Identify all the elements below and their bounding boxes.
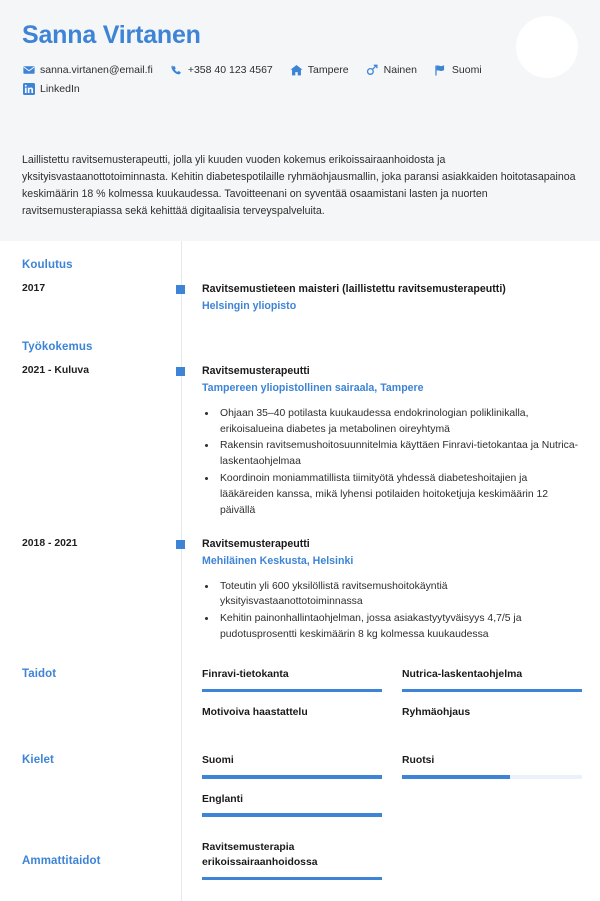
skills-grid — [202, 668, 582, 745]
skill-level-bar-empty — [202, 727, 382, 731]
section-education — [0, 259, 600, 273]
education-date: 2017 — [22, 283, 46, 295]
language-level-fill — [202, 813, 382, 817]
resume-header — [0, 0, 600, 152]
skill-item — [202, 706, 382, 730]
skill-item — [202, 668, 382, 692]
envelope-icon — [22, 64, 35, 77]
resume-body — [0, 241, 600, 894]
contact-email-label: sanna.virtanen@email.fi — [40, 63, 153, 76]
contact-linkedin-label: LinkedIn — [40, 82, 80, 95]
professional-skill-label: Ravitsemusterapia erikoissairaanhoidossa — [202, 841, 318, 868]
home-icon — [290, 64, 303, 77]
experience-entry — [0, 364, 600, 519]
summary-text: Laillistettu ravitsemusterapeutti, jolla yli kuuden vuoden kokemus erikoissairaanhoidosta ja yksityisvastaanottotoiminnasta. Kehitin diabetespotilaille ryhmäohjausmallin, joka paransi asiakkaiden hoitotasapainoa keskimäärin 18 % kolmessa kuukaudessa. Tavoitteenani on syventää osaamistani lasten ja nuorten ravitsemusterapiassa sekä kehittää digitaalisia terveyspalveluita. — [22, 154, 576, 218]
skill-level-fill — [202, 689, 382, 693]
contact-gender — [366, 64, 417, 77]
contact-phone[interactable] — [170, 64, 273, 77]
avatar — [516, 16, 578, 78]
section-experience — [0, 341, 600, 355]
skill-label: Finravi-tietokanta — [202, 668, 289, 680]
skill-level-bar-empty — [402, 727, 582, 731]
professional-skills-left-col — [0, 841, 160, 869]
candidate-name: Sanna Virtanen — [22, 21, 201, 49]
grid-spacer — [402, 841, 582, 894]
language-item — [202, 754, 382, 778]
list-item: • Toteutin yli 600 yksilöllistä ravitsemushoitokäyntiä yksityisvastaanottotoiminnassa — [217, 579, 582, 611]
languages-section-title: Kielet — [22, 754, 54, 767]
language-level-fill — [202, 775, 382, 779]
experience-title: Ravitsemusterapeutti — [202, 365, 310, 378]
experience-employer: Tampereen yliopistollinen sairaala, Tampere — [202, 381, 424, 394]
skill-label: Ryhmäohjaus — [402, 707, 471, 719]
contact-linkedin[interactable] — [22, 83, 80, 96]
language-label: Englanti — [202, 793, 243, 805]
contact-nationality-label: Suomi — [451, 63, 482, 76]
experience-section-title: Työkokemus — [22, 340, 93, 353]
professional-skill-level-fill — [202, 877, 382, 881]
skill-label: Motivoiva haastattelu — [202, 707, 308, 719]
linkedin-icon — [22, 83, 35, 96]
contact-nationality — [434, 64, 482, 77]
professional-skills-grid — [202, 841, 582, 894]
skill-level-bar — [202, 689, 382, 693]
contact-line-2 — [22, 83, 580, 96]
languages-grid — [202, 754, 582, 831]
skills-section-title: Taidot — [22, 667, 57, 680]
phone-icon — [170, 64, 183, 77]
language-item — [402, 754, 582, 778]
section-professional-skills — [0, 841, 600, 894]
experience-bullets — [202, 406, 582, 519]
education-institution: Helsingin yliopisto — [202, 299, 297, 312]
list-item: • Koordinoin moniammatillista tiimityötä yhdessä diabeteshoitajien ja lääkäreiden kanssa, mikä lyhensi potilaiden hoitoketjuja keskimäärin 12 päivällä — [217, 471, 582, 518]
skill-item — [402, 668, 582, 692]
language-label: Suomi — [202, 755, 234, 767]
education-title: Ravitsemustieteen maisteri (laillistettu ravitsemusterapeutti) — [202, 283, 506, 296]
experience-bullets — [202, 579, 582, 643]
contact-info — [22, 64, 580, 96]
summary-section — [0, 152, 600, 241]
experience-entry — [0, 537, 600, 644]
language-level-fill — [402, 775, 510, 779]
professional-skill-level-bar — [202, 877, 382, 881]
skill-item — [402, 706, 582, 730]
list-item: • Rakensin ravitsemushoitosuunnitelmia käyttäen Finravi-tietokantaa ja Nutrica-laskentaohjelmaa — [217, 438, 582, 470]
list-item: • Ohjaan 35–40 potilasta kuukaudessa endokrinologian poliklinikalla, erikoisalueina diabetes ja metabolinen oireyhtymä — [217, 406, 582, 438]
experience-title: Ravitsemusterapeutti — [202, 538, 310, 551]
experience-date: 2018 - 2021 — [22, 538, 78, 550]
contact-phone-label: +358 40 123 4567 — [187, 63, 273, 76]
language-level-bar — [202, 813, 382, 817]
section-languages — [0, 754, 600, 831]
skills-left-col — [0, 668, 160, 682]
skill-label: Nutrica-laskentaohjelma — [402, 668, 523, 680]
language-label: Ruotsi — [402, 755, 435, 767]
languages-left-col — [0, 754, 160, 768]
skill-level-bar — [402, 689, 582, 693]
experience-employer: Mehiläinen Keskusta, Helsinki — [202, 554, 354, 567]
education-entry — [0, 282, 600, 314]
experience-date: 2021 - Kuluva — [22, 365, 89, 377]
gender-icon — [366, 64, 379, 77]
professional-skill-item — [202, 841, 382, 880]
contact-gender-label: Nainen — [383, 63, 417, 76]
contact-location-label: Tampere — [307, 63, 349, 76]
grid-spacer — [402, 793, 582, 831]
list-item: • Kehitin painonhallintaohjelman, jossa asiakastyytyväisyys 4,7/5 ja pudotusprosentti keskimäärin 8 kg kolmessa kuukaudessa — [217, 611, 582, 643]
section-skills — [0, 668, 600, 745]
skill-level-fill — [402, 689, 582, 693]
contact-email[interactable] — [22, 64, 153, 77]
flag-icon — [434, 64, 447, 77]
language-level-bar — [202, 775, 382, 779]
experience-left-col — [0, 341, 160, 355]
contact-line-1 — [22, 64, 580, 77]
contact-location — [290, 64, 349, 77]
education-section-title: Koulutus — [22, 258, 73, 271]
language-item — [202, 793, 382, 817]
language-level-bar — [402, 775, 582, 779]
education-left-col — [0, 259, 160, 273]
professional-skills-section-title: Ammattitaidot — [22, 854, 101, 867]
